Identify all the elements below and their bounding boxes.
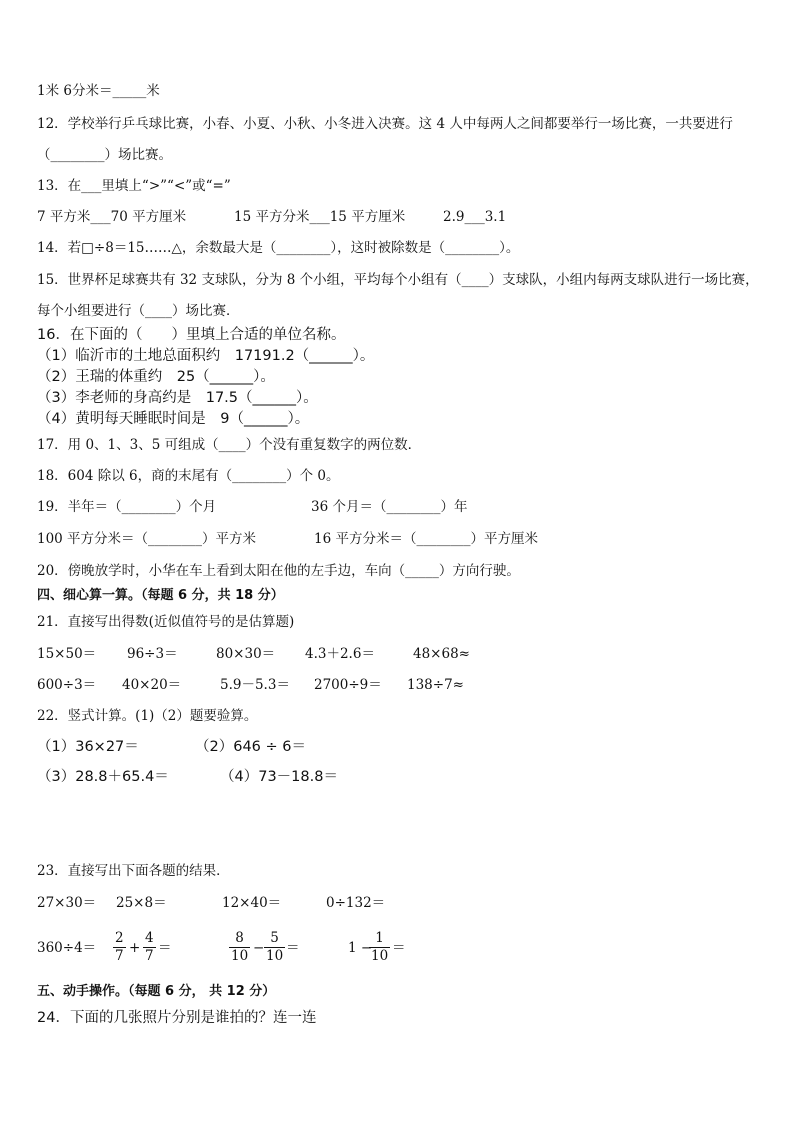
q21-r1-c3: 80×30＝ <box>216 646 276 662</box>
q13-item-c: 2.9___3.1 <box>443 209 507 225</box>
q13-item-b: 15 平方分米___15 平方厘米 <box>234 209 406 225</box>
q21-r1-c2: 96÷3＝ <box>127 646 178 662</box>
q22-title: 22．竖式计算。(1)（2）题要验算。 <box>37 708 258 724</box>
q21-r2-c3: 5.9－5.3＝ <box>220 677 290 693</box>
whole-minus: 1 − <box>348 940 373 956</box>
denominator: 10 <box>371 948 389 964</box>
q22-item-4: （4）73－18.8＝ <box>220 769 338 785</box>
denominator: 7 <box>115 948 124 964</box>
numerator: 1 <box>375 930 384 946</box>
plus-sign: + <box>129 940 141 956</box>
q23-r1-c3: 12×40＝ <box>222 895 282 911</box>
q15-line2: 每个小组要进行（____）场比赛． <box>37 303 240 319</box>
q23-frac-1b <box>143 930 156 965</box>
q13-item-a: 7 平方米___70 平方厘米 <box>37 209 187 225</box>
q23-r1-c2: 25×8＝ <box>116 895 167 911</box>
q21-r2-c2: 40×20＝ <box>122 677 182 693</box>
numerator: 8 <box>235 930 244 946</box>
numerator: 2 <box>115 930 124 946</box>
q22-item-2: （2）646 ÷ 6＝ <box>195 739 306 755</box>
section-5-heading: 五、动手操作。（每题 6 分， 共 12 分） <box>37 984 276 999</box>
denominator: 7 <box>145 948 154 964</box>
q20: 20．傍晚放学时，小华在车上看到太阳在他的左手边，车向（_____）方向行驶。 <box>37 563 520 579</box>
q14: 14．若□÷8＝15……△，余数最大是（________），这时被除数是（________）。 <box>37 240 520 256</box>
q16-title: 16．在下面的（ ）里填上合适的单位名称。 <box>37 327 346 343</box>
q16-item-4: （4）黄明每天睡眠时间是 9（______）。 <box>37 411 310 427</box>
q16-item-3: （3）李老师的身高约是 17.5（______）。 <box>37 390 318 406</box>
q23-r1-c1: 27×30＝ <box>37 895 97 911</box>
q12-line1: 12．学校举行乒乓球比赛，小春、小夏、小秋、小冬进入决赛。这 4 人中每两人之间都要举行一场比赛，一共要进行 <box>37 116 733 132</box>
q19-c: 100 平方分米＝（________）平方米 <box>37 531 257 547</box>
q21-r1-c1: 15×50＝ <box>37 646 97 662</box>
q18: 18．604 除以 6，商的末尾有（________）个 0。 <box>37 468 340 484</box>
numerator: 4 <box>145 930 154 946</box>
q21-r2-c1: 600÷3＝ <box>37 677 97 693</box>
q23-frac-3 <box>369 930 390 965</box>
denominator: 10 <box>231 948 249 964</box>
q23-r2-c1: 360÷4＝ <box>37 940 97 956</box>
q21-title: 21．直接写出得数(近似值符号的是估算题) <box>37 614 295 630</box>
q16-item-2: （2）王瑞的体重约 25（______）。 <box>37 369 275 385</box>
q21-r2-c5: 138÷7≈ <box>407 677 464 693</box>
q19-b: 36 个月＝（________）年 <box>311 499 468 515</box>
denominator: 10 <box>266 948 284 964</box>
section-4-heading: 四、细心算一算。（每题 6 分，共 18 分） <box>37 588 284 603</box>
q21-r2-c4: 2700÷9＝ <box>314 677 382 693</box>
q17: 17．用 0、1、3、5 可组成（____）个没有重复数字的两位数． <box>37 437 422 453</box>
q23-r1-c4: 0÷132＝ <box>326 895 386 911</box>
q22-item-3: （3）28.8＋65.4＝ <box>37 769 169 785</box>
q13-title: 13．在___里填上“>”“<”或“=” <box>37 178 231 194</box>
numerator: 5 <box>270 930 279 946</box>
q15-line1: 15．世界杯足球赛共有 32 支球队，分为 8 个小组，平均每个小组有（____）支球队，小组内每两支球队进行一场比赛， <box>37 272 759 288</box>
q19-d: 16 平方分米＝（________）平方厘米 <box>314 531 538 547</box>
q12-line2: （________）场比赛。 <box>37 147 172 163</box>
q21-r1-c4: 4.3＋2.6＝ <box>305 646 375 662</box>
equals-sign: ＝ <box>286 940 300 956</box>
q24: 24．下面的几张照片分别是谁拍的？连一连 <box>37 1010 317 1026</box>
equals-sign: ＝ <box>392 940 406 956</box>
q23-frac-1a <box>113 930 126 965</box>
q16-item-1: （1）临沂市的土地总面积约 17191.2（______）。 <box>37 348 375 364</box>
q21-r1-c5: 48×68≈ <box>413 646 470 662</box>
equals-sign: ＝ <box>158 940 172 956</box>
q23-frac-2a <box>229 930 250 965</box>
minus-sign: − <box>253 940 265 956</box>
q22-item-1: （1）36×27＝ <box>37 739 139 755</box>
q23-title: 23．直接写出下面各题的结果． <box>37 863 230 879</box>
q19-a: 19．半年＝（________）个月 <box>37 499 217 515</box>
q11-tail: 1米 6分米＝_____米 <box>37 83 160 99</box>
q23-frac-2b <box>264 930 285 965</box>
